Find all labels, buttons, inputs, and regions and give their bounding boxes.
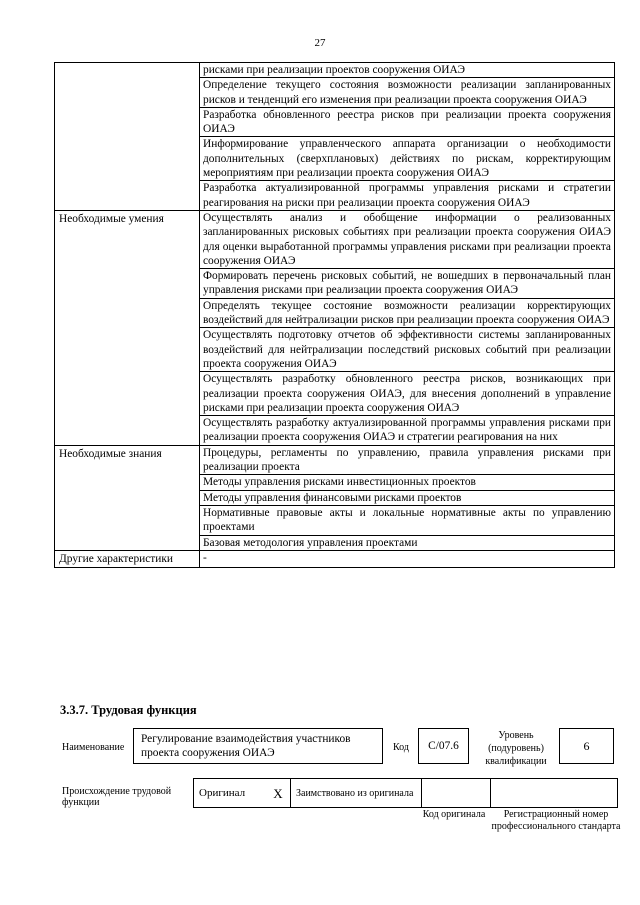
code-value: С/07.6 bbox=[428, 740, 459, 752]
knowledge-item: Нормативные правовые акты и локальные нормативные акты по управлению проектами bbox=[200, 505, 615, 535]
requirements-table bbox=[54, 62, 615, 568]
note-registration-number: Регистрационный номер профессионального стандарта bbox=[491, 809, 621, 832]
knowledge-item: Методы управления финансовыми рисками проектов bbox=[200, 490, 615, 505]
knowledge-item: Процедуры, регламенты по управлению, правила управления рисками при реализации проекта bbox=[200, 445, 615, 475]
labor-action-item: Разработка актуализированной программы управления рисками и стратегии реагирования на риски при реализации проекта сооружения ОИАЭ bbox=[200, 181, 615, 211]
function-name-value: Регулирование взаимодействия участников проекта сооружения ОИАЭ bbox=[141, 733, 351, 759]
labor-action-item: Разработка обновленного реестра рисков при реализации проекта сооружения ОИАЭ bbox=[200, 107, 615, 137]
origin-label: Происхождение трудовой функции bbox=[62, 786, 172, 808]
page-number: 27 bbox=[314, 37, 326, 49]
knowledge-item: Базовая методология управления проектами bbox=[200, 535, 615, 550]
labor-action-item: Определение текущего состояния возможности реализации запланированных рисков и тенденций его изменения при реализации проекта сооружения ОИАЭ bbox=[200, 78, 615, 108]
skill-item: Осуществлять разработку актуализированной программы управления рисками при реализации проекта сооружения ОИАЭ и стратегии реагирования на них bbox=[200, 416, 615, 446]
table-row bbox=[55, 210, 615, 268]
code-label: Код bbox=[393, 742, 409, 753]
skill-item: Определять текущее состояние возможности реализации корректирующих воздействий для нейтрализации рисков при реализации проекта сооружения ОИАЭ bbox=[200, 298, 615, 328]
level-value: 6 bbox=[583, 739, 590, 753]
original-mark: X bbox=[266, 779, 291, 808]
knowledge-label-cell: Необходимые знания bbox=[55, 445, 200, 550]
other-characteristics-label-cell: Другие характеристики bbox=[55, 550, 200, 567]
knowledge-item: Методы управления рисками инвестиционных проектов bbox=[200, 475, 615, 490]
table-row bbox=[55, 445, 615, 475]
skill-item: Осуществлять анализ и обобщение информации о реализованных запланированных рисковых событиях при реализации проекта сооружения ОИАЭ для оценки выработанной программы управления рисками при реализации проекта сооружения ОИАЭ bbox=[200, 210, 615, 268]
code-box bbox=[418, 728, 469, 764]
skill-item: Осуществлять подготовку отчетов об эффективности системы запланированных воздействий для нейтрализации последствий рисковых событий при реализации проекта сооружения ОИАЭ bbox=[200, 328, 615, 372]
function-name-box bbox=[133, 728, 383, 764]
other-characteristics-item: - bbox=[200, 550, 615, 567]
note-original-code: Код оригинала bbox=[422, 809, 486, 820]
original-code-cell bbox=[422, 779, 491, 808]
labor-action-item: Информирование управленческого аппарата организации о необходимости дополнительных (сверхплановых) действиях по рискам, корректирующим мероприятиям при реализации проекта сооружения ОИАЭ bbox=[200, 137, 615, 181]
table-row bbox=[55, 63, 615, 78]
skill-label-cell: Необходимые умения bbox=[55, 210, 200, 445]
level-box bbox=[559, 728, 614, 764]
skill-item: Формировать перечень рисковых событий, не вошедших в первоначальный план управления рисками при реализации проекта сооружения ОИАЭ bbox=[200, 269, 615, 299]
labor-action-item: рисками при реализации проектов сооружения ОИАЭ bbox=[200, 63, 615, 78]
labor-action-label-cell bbox=[55, 63, 200, 211]
skill-item: Осуществлять разработку обновленного реестра рисков, возникающих при реализации проекта сооружения ОИАЭ, для внесения дополнений в управление рисками при реализации проекта сооружения ОИАЭ bbox=[200, 372, 615, 416]
name-label: Наименование bbox=[62, 742, 125, 753]
table-row bbox=[55, 550, 615, 567]
level-label: Уровень (подуровень) квалификации bbox=[485, 730, 547, 767]
original-label: Оригинал bbox=[194, 779, 267, 808]
section-title: 3.3.7. Трудовая функция bbox=[60, 703, 197, 717]
borrowed-label: Заимствовано из оригинала bbox=[291, 779, 422, 808]
registration-number-cell bbox=[491, 779, 618, 808]
origin-table bbox=[193, 778, 618, 808]
